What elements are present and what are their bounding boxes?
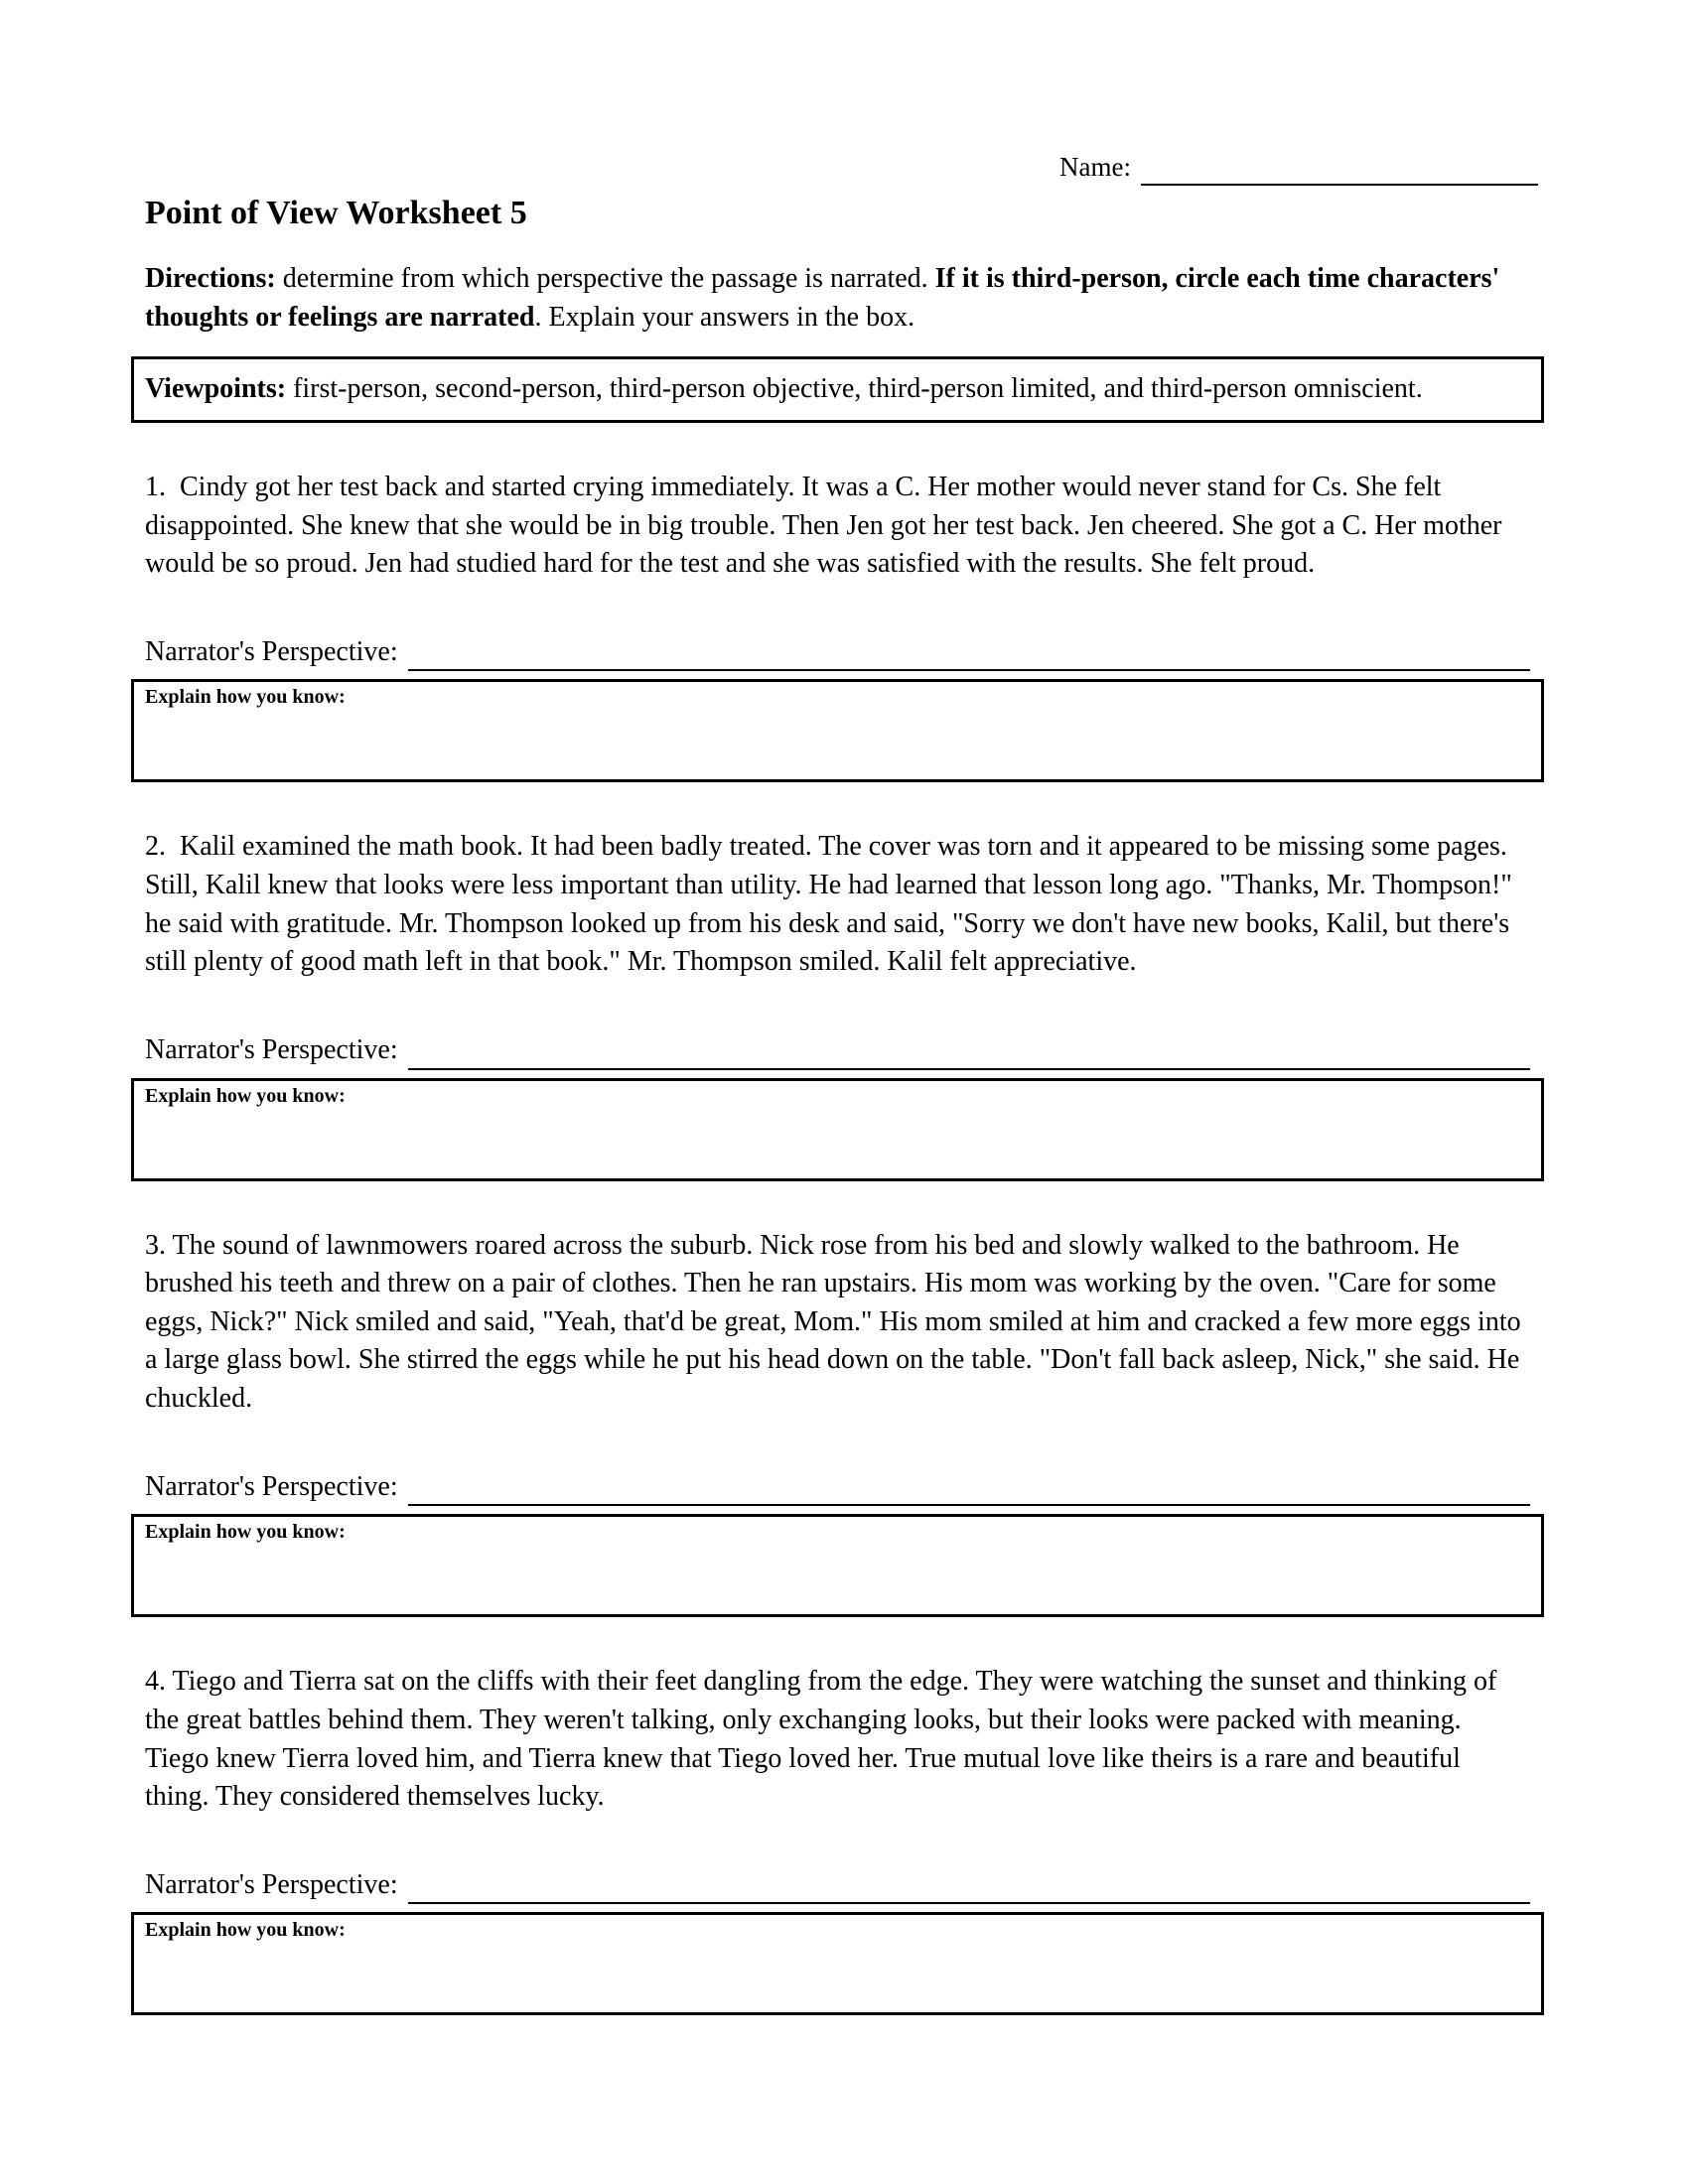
directions-bold: If it is third-person, circle each time characters' thoughts or feelings are narrated xyxy=(145,263,1500,333)
passage-block-1 xyxy=(145,469,1544,783)
narrator-label-1: Narrator's Perspective: xyxy=(145,635,398,667)
passage-text-2: 2. Kalil examined the math book. It had been badly treated. The cover was torn and it appeared to be missing some pages. Still, Kalil knew that looks were less important than utility. He had learned that lesson long ago. "Thanks, Mr. Thompson!" he said with gratitude. Mr. Thompson looked up from his desk and said, "Sorry we don't have new books, Kalil, but there's still plenty of good math left in that book." Mr. Thompson smiled. Kalil felt appreciative. xyxy=(145,831,1519,978)
viewpoints-box xyxy=(131,356,1544,423)
page-title: Point of View Worksheet 5 xyxy=(145,195,527,232)
explain-label-2: Explain how you know: xyxy=(145,1084,346,1107)
narrator-row-1 xyxy=(145,633,1544,672)
passage-text-3: 3. The sound of lawnmowers roared across the suburb. Nick rose from his bed and slowly walked to the bathroom. He brushed his teeth and threw on a pair of clothes. Then he ran upstairs. His mom was working by the oven. "Care for some eggs, Nick?" Nick smiled and said, "Yeah, that'd be great, Mom." His mom smiled at him and cracked a few more eggs into a large glass bowl. She stirred the eggs while he put his head down on the table. "Don't fall back asleep, Nick," she said. He chuckled. xyxy=(145,1229,1528,1415)
narrator-label-4: Narrator's Perspective: xyxy=(145,1868,398,1900)
narrator-answer-line-3[interactable] xyxy=(408,1475,1530,1506)
narrator-label-3: Narrator's Perspective: xyxy=(145,1470,398,1502)
viewpoints-label: Viewpoints: xyxy=(145,373,287,405)
explain-box-1[interactable] xyxy=(131,679,1544,782)
explain-box-4[interactable] xyxy=(131,1912,1544,2015)
passage-block-3 xyxy=(145,1227,1544,1618)
narrator-row-4 xyxy=(145,1866,1544,1905)
narrator-answer-line-1[interactable] xyxy=(408,640,1530,671)
name-label: Name: xyxy=(1059,152,1131,182)
passage-block-2 xyxy=(145,828,1544,1180)
directions-part3: . Explain your answers in the box. xyxy=(534,301,915,333)
narrator-answer-line-2[interactable] xyxy=(408,1038,1530,1069)
passage-block-4 xyxy=(145,1663,1544,2015)
viewpoints-list: first-person, second-person, third-person objective, third-person limited, and third-person omniscient. xyxy=(286,373,1423,405)
narrator-label-2: Narrator's Perspective: xyxy=(145,1033,398,1065)
directions-label: Directions: xyxy=(145,263,276,295)
narrator-row-3 xyxy=(145,1468,1544,1507)
directions-part1: determine from which perspective the passage is narrated. xyxy=(275,263,935,295)
passage-text-1: 1. Cindy got her test back and started crying immediately. It was a C. Her mother would never stand for Cs. She felt disappointed. She knew that she would be in big trouble. Then Jen got her test back. Jen cheered. She got a C. Her mother would be so proud. Jen had studied hard for the test and she was satisfied with the results. She felt proud. xyxy=(145,471,1509,580)
explain-box-2[interactable] xyxy=(131,1078,1544,1181)
passage-text-4: 4. Tiego and Tierra sat on the cliffs with their feet dangling from the edge. They were watching the sunset and thinking of the great battles behind them. They weren't talking, only exchanging looks, but their looks were packed with meaning. Tiego knew Tierra loved him, and Tierra knew that Tiego loved her. True mutual love like theirs is a rare and beautiful thing. They considered themselves lucky. xyxy=(145,1666,1504,1813)
narrator-row-2 xyxy=(145,1031,1544,1070)
name-answer-line[interactable] xyxy=(1141,156,1538,186)
directions-text xyxy=(145,260,1544,337)
explain-label-3: Explain how you know: xyxy=(145,1521,346,1544)
narrator-answer-line-4[interactable] xyxy=(408,1873,1530,1904)
explain-label-4: Explain how you know: xyxy=(145,1919,346,1942)
explain-label-1: Explain how you know: xyxy=(145,686,346,709)
name-row xyxy=(1059,149,1538,186)
explain-box-3[interactable] xyxy=(131,1514,1544,1617)
